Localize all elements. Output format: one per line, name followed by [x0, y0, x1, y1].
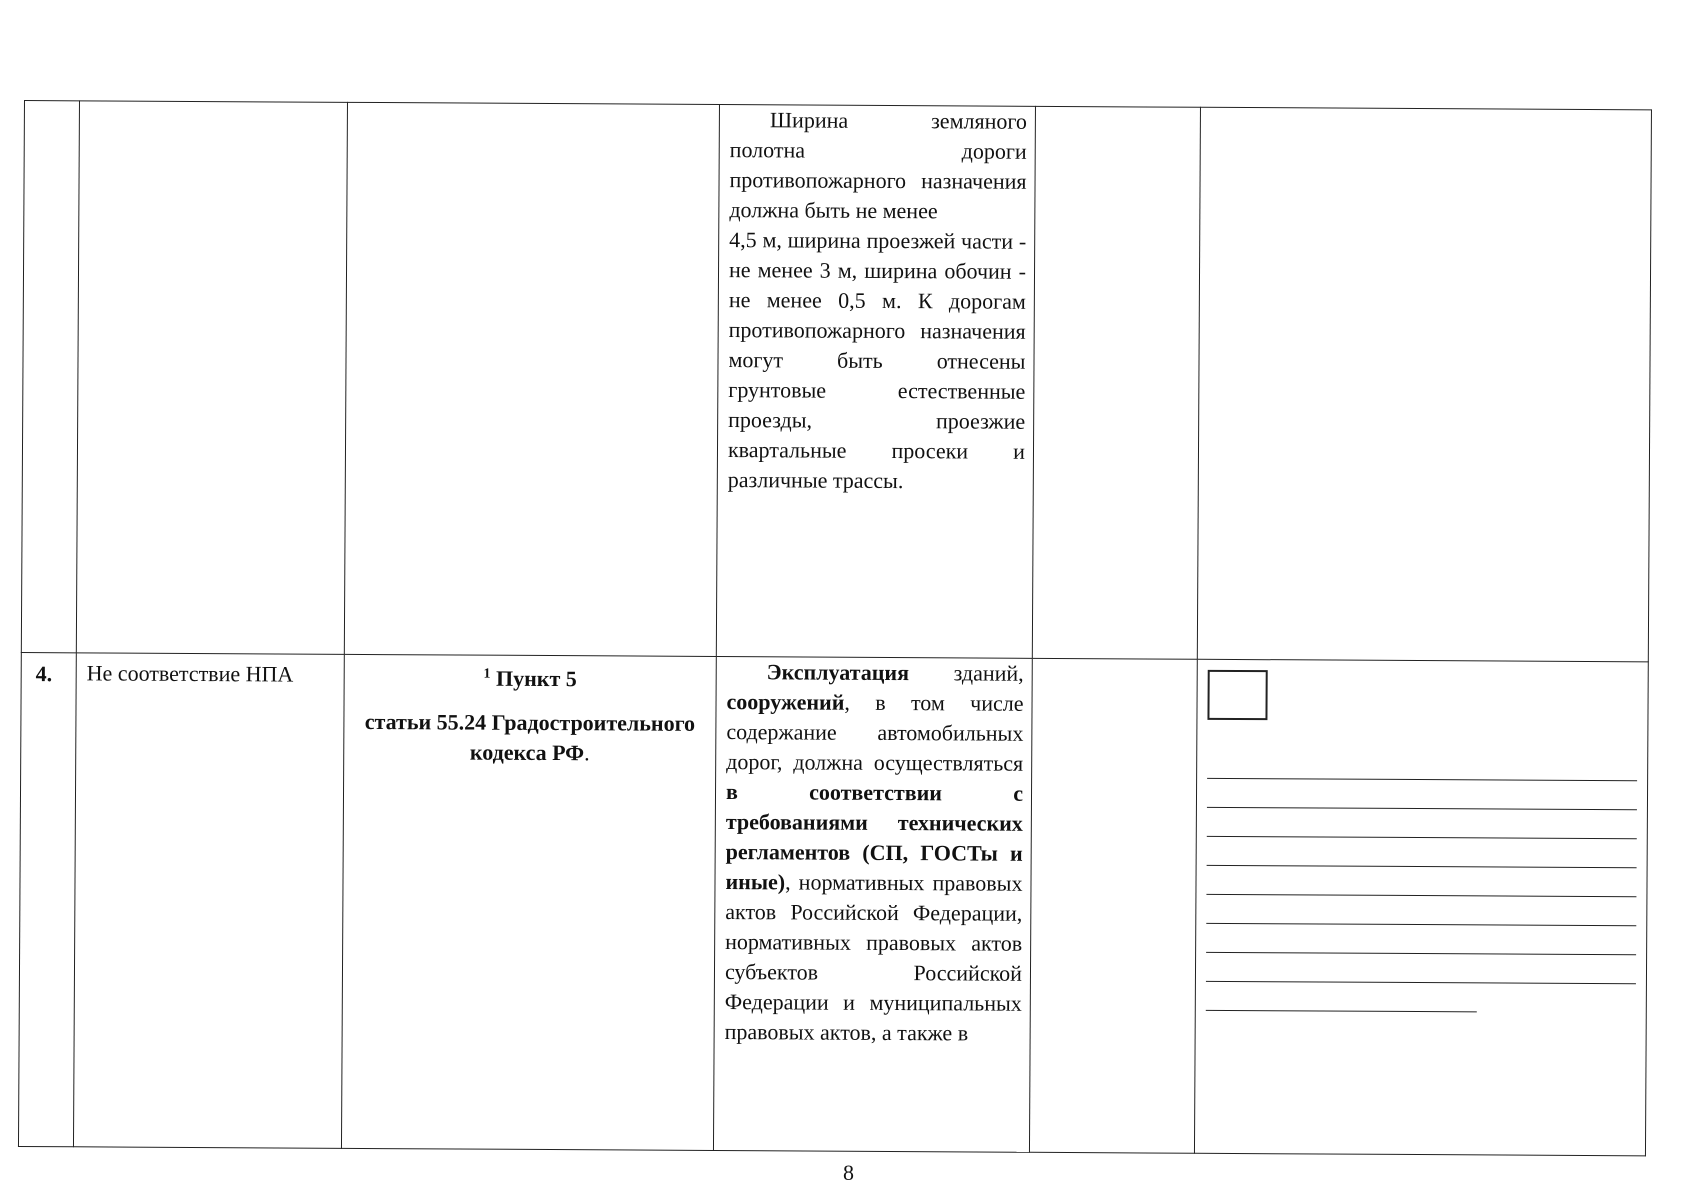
row1-npa-cell	[344, 102, 719, 656]
notes-line[interactable]	[1207, 779, 1637, 810]
notes-line[interactable]	[1207, 750, 1637, 781]
row1-notes-cell	[1197, 107, 1651, 662]
npa-point: Пункт 5	[495, 665, 577, 692]
notes-line[interactable]	[1206, 866, 1636, 897]
notes-line[interactable]	[1206, 924, 1636, 955]
row2-npa-cell: $^1$ Пункт 5 статьи 55.24 Градостроительного кодекса РФ.	[341, 654, 716, 1150]
requirement-paragraph: Ширина земляного полотна дороги противопожарного назначения должна быть не менее	[729, 107, 1027, 224]
row2-requirement-cell	[713, 656, 1032, 1152]
notes-line[interactable]	[1207, 808, 1637, 839]
requirement-paragraph: Эксплуатация зданий, сооружений, в том числе содержание автомобильных дорог, должна осуществляться в соответствии с требованиями технических регламентов (СП, ГОСТы и иные), нормативных правовых актов Российской Федерации, нормативных правовых актов субъектов Российской Федерации и муниципальных правовых актов, а также в	[724, 659, 1024, 1046]
notes-line[interactable]	[1206, 895, 1636, 926]
row1-compliance-cell	[1032, 106, 1200, 659]
table-row	[21, 101, 1651, 662]
notes-line[interactable]	[1207, 837, 1637, 868]
row1-number-cell	[21, 101, 79, 653]
notes-lines[interactable]	[1196, 720, 1648, 1014]
row2-compliance-cell	[1029, 658, 1197, 1153]
table-row	[18, 652, 1648, 1155]
row2-notes-cell	[1194, 659, 1648, 1156]
document-sheet	[18, 100, 1651, 1155]
row1-requirement-cell	[716, 105, 1035, 659]
requirement-paragraph: 4,5 м, ширина проезжей части - не менее 3 м, ширина обочин - не менее 0,5 м. К дорогам противопожарного назначения могут быть отнесены грунтовые естественные проезды, проезжие квартальные просеки и различные трассы.	[727, 227, 1027, 494]
requirements-table	[18, 100, 1652, 1156]
notes-line[interactable]	[1206, 982, 1477, 1013]
footnote-mark: 1	[483, 666, 491, 682]
row-number: 4.	[35, 661, 53, 687]
row2-criterion-cell	[73, 653, 344, 1149]
criterion-text: Не соответствие НПА	[86, 660, 294, 687]
row2-number-cell	[18, 652, 76, 1146]
page-number: 8	[843, 1160, 854, 1185]
npa-article: статьи 55.24 Градостроительного кодекса РФ	[364, 708, 696, 766]
row1-criterion-cell	[76, 101, 347, 655]
notes-line[interactable]	[1206, 953, 1636, 984]
answer-checkbox[interactable]	[1207, 670, 1267, 720]
